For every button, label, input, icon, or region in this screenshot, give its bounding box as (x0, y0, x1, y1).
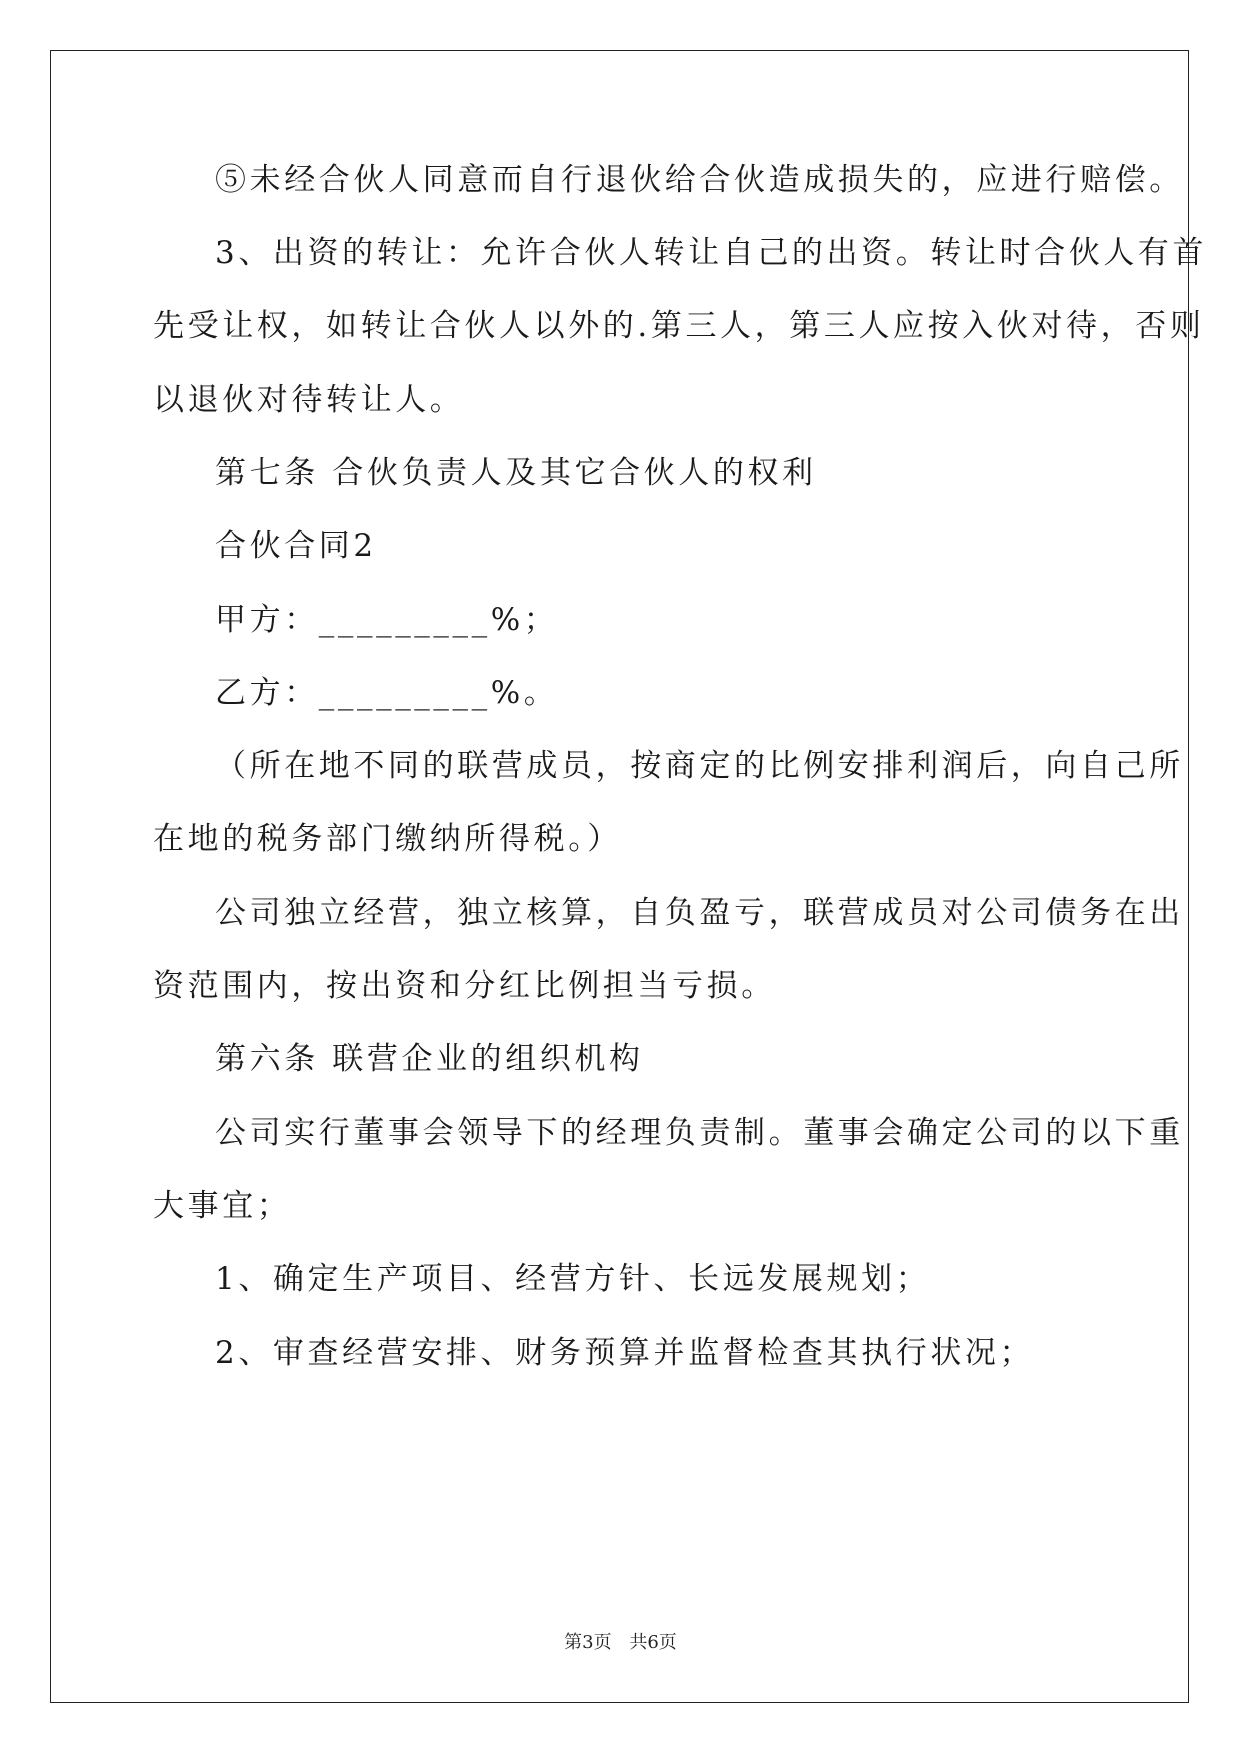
list-item: 1、确定生产项目、经营方针、长远发展规划； (215, 1261, 931, 1297)
page-border (50, 50, 1208, 1703)
paragraph-line: 在地的税务部门缴纳所得税。） (153, 821, 622, 857)
list-item: 2、审查经营安排、财务预算并监督检查其执行状况； (215, 1335, 1035, 1371)
paragraph-line: 3、出资的转让：允许合伙人转让自己的出资。转让时合伙人有首 (215, 235, 1208, 271)
page-total: 共6页 (629, 1632, 677, 1653)
paragraph-line: ⑤未经合伙人同意而自行退伙给合伙造成损失的，应进行赔偿。 (215, 162, 1184, 198)
paragraph-line: 先受让权，如转让合伙人以外的.第三人，第三人应按入伙对待，否则 (153, 308, 1205, 344)
party-a-share: 甲方：_________%； (215, 602, 559, 638)
section-heading: 第七条 合伙负责人及其它合伙人的权利 (215, 455, 817, 491)
section-heading: 第六条 联营企业的组织机构 (215, 1041, 644, 1077)
paragraph-line: 以退伙对待转让人。 (153, 382, 465, 418)
paragraph-line: 公司独立经营，独立核算，自负盈亏，联营成员对公司债务在出 (215, 895, 1184, 931)
party-b-share: 乙方：_________%。 (215, 675, 559, 711)
page-footer (0, 1628, 1241, 1654)
contract-title: 合伙合同2 (215, 528, 377, 564)
paragraph-line: 大事宜； (153, 1188, 292, 1224)
paragraph-line: （所在地不同的联营成员，按商定的比例安排利润后，向自己所 (215, 748, 1184, 784)
page-number: 第3页 (564, 1632, 612, 1653)
paragraph-line: 公司实行董事会领导下的经理负责制。董事会确定公司的以下重 (215, 1115, 1184, 1151)
paragraph-line: 资范围内，按出资和分红比例担当亏损。 (153, 968, 776, 1004)
